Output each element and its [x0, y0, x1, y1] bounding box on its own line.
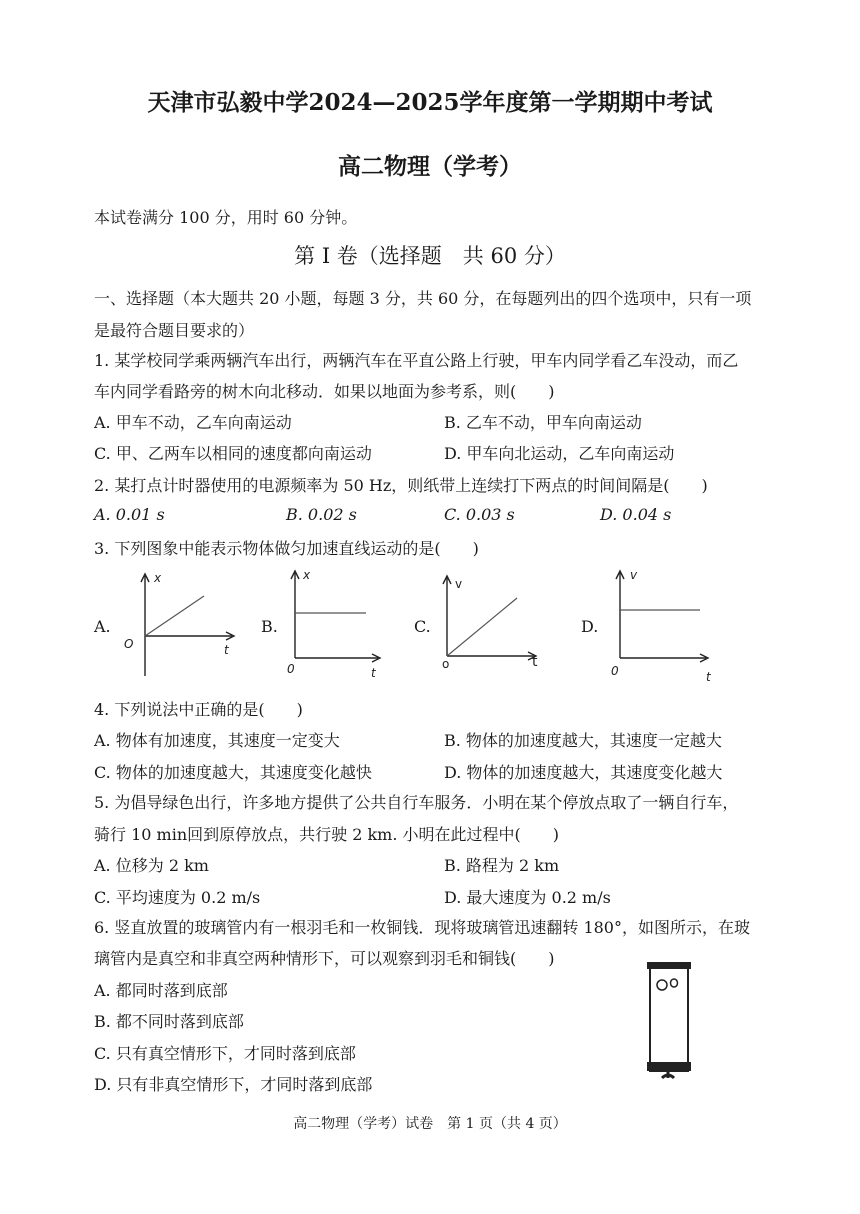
- tube-valve: [662, 1071, 674, 1078]
- q5-option-a: A. 位移为 2 km: [94, 856, 209, 875]
- graph-c-y-label: v: [455, 577, 463, 591]
- coin-icon: [671, 979, 678, 987]
- graph-b-x-label: t: [371, 666, 376, 680]
- q1-option-c: C. 甲、乙两车以相同的速度都向南运动: [94, 444, 372, 463]
- q6-option-c: C. 只有真空情形下，才同时落到底部: [94, 1044, 356, 1063]
- q4-stem: 4. 下列说法中正确的是( ): [94, 700, 303, 719]
- q5-stem-line-1: 5. 为倡导绿色出行，许多地方提供了公共自行车服务．小明在某个停放点取了一辆自行车，: [94, 793, 739, 812]
- q2-option-b: B. 0.02 s: [286, 505, 357, 524]
- q6-option-b: B. 都不同时落到底部: [94, 1012, 244, 1031]
- tube-bottom-cap: [647, 1062, 691, 1071]
- graph-b-y-label: x: [303, 568, 311, 582]
- graph-c-v-t-diagram: [440, 570, 550, 670]
- page-footer: 高二物理（学考）试卷 第 1 页（共 4 页）: [293, 1116, 567, 1132]
- q1-stem-line-2: 车内同学看路旁的树木向北移动．如果以地面为参考系，则( ): [94, 382, 555, 401]
- feather-icon: [657, 980, 667, 990]
- glass-tube-illustration: [636, 958, 706, 1088]
- q2-option-d: D. 0.04 s: [600, 505, 672, 524]
- q3-option-d-label: D.: [581, 617, 599, 636]
- exam-subtitle: 高二物理（学考）: [338, 153, 522, 180]
- q5-option-b: B. 路程为 2 km: [444, 856, 560, 875]
- graph-d-x-label: t: [706, 670, 711, 684]
- graph-c-origin-label: o: [442, 657, 450, 670]
- section-heading: 第 I 卷（选择题 共 60 分）: [294, 244, 566, 268]
- q3-stem: 3. 下列图象中能表示物体做匀加速直线运动的是( ): [94, 539, 479, 558]
- q1-option-a: A. 甲车不动，乙车向南运动: [94, 413, 292, 432]
- q4-option-c: C. 物体的加速度越大，其速度变化越快: [94, 763, 372, 782]
- q3-option-b-label: B.: [261, 617, 278, 636]
- graph-b-origin-label: 0: [287, 662, 295, 676]
- q6-option-d: D. 只有非真空情形下，才同时落到底部: [94, 1075, 373, 1094]
- q2-option-c: C. 0.03 s: [444, 505, 515, 524]
- graph-d-y-label: v: [630, 568, 638, 582]
- graph-a-x-label: t: [224, 643, 229, 657]
- exam-intro: 本试卷满分 100 分，用时 60 分钟。: [94, 208, 358, 227]
- graph-c-line: [447, 598, 517, 656]
- graph-c-x-label: t: [532, 654, 538, 670]
- q5-option-c: C. 平均速度为 0.2 m/s: [94, 888, 261, 907]
- q1-option-b: B. 乙车不动，甲车向南运动: [444, 413, 642, 432]
- graph-a-x-t-diagram: [120, 568, 240, 683]
- q4-option-d: D. 物体的加速度越大，其速度变化越大: [444, 763, 723, 782]
- q2-option-a: A. 0.01 s: [94, 505, 165, 524]
- graph-a-origin-label: O: [124, 637, 134, 651]
- tube-body: [650, 968, 688, 1071]
- q6-stem-line-1: 6. 竖直放置的玻璃管内有一根羽毛和一枚铜钱．现将玻璃管迅速翻转 180°，如图所示，在玻: [94, 918, 750, 937]
- q1-stem-line-1: 1. 某学校同学乘两辆汽车出行，两辆汽车在平直公路上行驶，甲车内同学看乙车没动，而乙: [94, 351, 739, 370]
- instructions-line-1: 一、选择题（本大题共 20 小题，每题 3 分，共 60 分，在每题列出的四个选项中，只有一项: [94, 289, 752, 308]
- q2-stem: 2. 某打点计时器使用的电源频率为 50 Hz，则纸带上连续打下两点的时间间隔是( ): [94, 476, 708, 495]
- q5-stem-line-2: 骑行 10 min回到原停放点，共行驶 2 km. 小明在此过程中( ): [94, 825, 560, 844]
- q4-option-b: B. 物体的加速度越大，其速度一定越大: [444, 731, 722, 750]
- graph-d-v-t-diagram: [606, 565, 716, 685]
- exam-title: 天津市弘毅中学2024—2025学年度第一学期期中考试: [147, 89, 713, 116]
- q4-option-a: A. 物体有加速度，其速度一定变大: [94, 731, 340, 750]
- graph-a-y-label: x: [154, 571, 162, 585]
- q3-option-c-label: C.: [414, 617, 431, 636]
- q6-option-a: A. 都同时落到底部: [94, 981, 228, 1000]
- graph-b-x-t-diagram: [282, 565, 382, 685]
- q6-stem-line-2: 璃管内是真空和非真空两种情形下，可以观察到羽毛和铜钱( ): [94, 949, 555, 968]
- q1-option-d: D. 甲车向北运动，乙车向南运动: [444, 444, 675, 463]
- q5-option-d: D. 最大速度为 0.2 m/s: [444, 888, 611, 907]
- graph-d-origin-label: 0: [611, 664, 619, 678]
- graph-a-line: [145, 596, 204, 636]
- q3-option-a-label: A.: [94, 617, 111, 636]
- instructions-line-2: 是最符合题目要求的）: [94, 321, 255, 340]
